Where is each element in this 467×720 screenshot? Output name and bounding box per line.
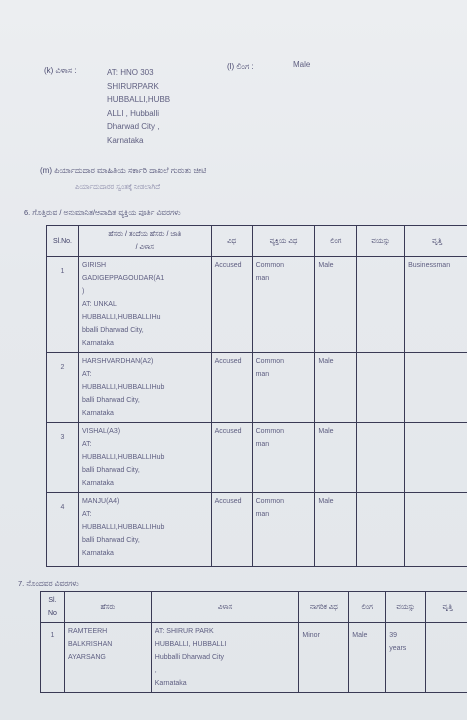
- person-type-line: Common: [255, 498, 284, 505]
- cell-age: [357, 423, 405, 493]
- cell-type: Accused: [211, 423, 252, 493]
- name-line: Karnataka: [81, 340, 114, 347]
- section6-title: 6. ಗೊತ್ತಿರುವ / ಅನುಮಾನಿತ/ಆಪಾದಿತ ವ್ಯಕ್ತಿಯ ಪೂರ್ತಿ ವಿವರಗಳು: [24, 208, 181, 217]
- person-type-line: Common: [255, 358, 284, 365]
- table-row: [47, 493, 467, 567]
- gender-value: Male: [293, 60, 311, 69]
- person-type-line: Common: [255, 428, 284, 435]
- cell-person-type: [252, 257, 315, 353]
- cell-type: Accused: [211, 353, 252, 423]
- address-line: SHIRURPARK: [107, 81, 159, 91]
- col-header-address: ವಿಳಾಸ: [151, 592, 299, 623]
- cell-age: [386, 623, 426, 693]
- block-m-sub: ಪಿರ್ಯಾದುದಾರರ ಸ್ವಂತಕ್ಕೆ ನೀಡಲಾಗಿದೆ: [75, 184, 160, 191]
- name-line: GADIGEPPAGOUDAR(A1: [81, 275, 165, 282]
- person-type-line: man: [255, 275, 270, 282]
- name-line: GIRISH: [81, 262, 107, 269]
- name-line: balli Dharwad City,: [81, 537, 140, 544]
- name-line: HUBBALLI,HUBBALLIHub: [81, 454, 165, 461]
- address-line: Dharwad City ,: [107, 122, 160, 131]
- address-line: Karnataka: [107, 135, 144, 145]
- col-header-occupation: ವೃತ್ತಿ: [405, 226, 467, 257]
- cell-type: Accused: [211, 493, 252, 567]
- col-header-name: [78, 226, 211, 257]
- name-line: HARSHVARDHAN(A2): [81, 358, 154, 365]
- name-line: Karnataka: [81, 550, 114, 557]
- cell-gender: Male: [349, 623, 386, 693]
- col-header-name: ಹೆಸರು: [64, 592, 151, 623]
- table-header-row: [41, 592, 467, 623]
- person-type-line: Common: [255, 262, 284, 269]
- cell-slno: 4: [47, 493, 79, 567]
- address-line: HUBBALLI, HUBBALLI: [154, 641, 227, 648]
- cell-slno: 1: [47, 257, 79, 353]
- address-line: Karnataka: [154, 680, 187, 687]
- person-type-line: man: [255, 511, 270, 518]
- name-line: AT: UNKAL: [81, 301, 117, 308]
- address-label: (k) ವಿಳಾಸ :: [44, 66, 77, 75]
- address-line: HUBBALLI,HUBB: [107, 95, 171, 104]
- col-header-slno: Sl.No.: [47, 226, 79, 257]
- gender-label: (l) ಲಿಂಗ :: [227, 62, 254, 71]
- cell-gender: Male: [315, 353, 357, 423]
- name-line: HUBBALLI,HUBBALLIHub: [81, 384, 165, 391]
- address-line: Hubballi Dharwad City: [154, 654, 225, 661]
- name-line: balli Dharwad City,: [81, 397, 140, 404]
- table-row: [47, 257, 467, 353]
- name-line: AT:: [81, 441, 92, 448]
- age-line: years: [389, 645, 407, 652]
- name-line: ): [81, 288, 85, 295]
- col-header-slno-line: Sl.: [48, 597, 57, 604]
- name-line: HUBBALLI,HUBBALLIHu: [81, 314, 161, 321]
- cell-name: [64, 623, 151, 693]
- cell-occupation: [426, 623, 467, 693]
- cell-person-type: [252, 423, 315, 493]
- name-line: BALKRISHAN: [67, 641, 113, 648]
- col-header-occupation: ವೃತ್ತಿ: [426, 592, 467, 623]
- cell-person-type: [252, 353, 315, 423]
- col-header-slno: [41, 592, 65, 623]
- cell-slno: 3: [47, 423, 79, 493]
- cell-name-address: [78, 423, 211, 493]
- address-line: ALLI , Hubballi: [107, 108, 160, 118]
- cell-slno: 2: [47, 353, 79, 423]
- name-line: AYARSANG: [67, 654, 106, 661]
- col-header-victim-type: ನಾಗರಿಕ ವಿಧ: [299, 592, 349, 623]
- name-line: AT:: [81, 371, 92, 378]
- cell-name-address: [78, 257, 211, 353]
- cell-type: Accused: [211, 257, 252, 353]
- col-header-age: ವಯಸ್ಸು: [357, 226, 405, 257]
- section7-title: 7. ನೊಂದವರ ವಿವರಗಳು: [18, 579, 79, 588]
- address-value: [107, 66, 170, 147]
- address-line: AT: HNO 303: [107, 68, 154, 77]
- col-header-person-type: ವ್ಯಕ್ತಿಯ ವಿಧ: [252, 226, 315, 257]
- table-row: [47, 423, 467, 493]
- age-line: 39: [389, 632, 397, 639]
- name-line: Karnataka: [81, 410, 114, 417]
- col-header-name-line: ಹೆಸರು / ತಂದೆಯ ಹೆಸರು / ಜಾತಿ: [108, 231, 182, 238]
- table-header-row: [47, 226, 467, 257]
- col-header-gender: ಲಿಂಗ: [315, 226, 357, 257]
- name-line: HUBBALLI,HUBBALLIHub: [81, 524, 165, 531]
- cell-victim-type: Minor: [299, 623, 349, 693]
- cell-age: [357, 257, 405, 353]
- victim-table: [40, 591, 467, 693]
- name-line: AT:: [81, 511, 92, 518]
- address-line: ,: [154, 667, 157, 674]
- person-type-line: man: [255, 371, 270, 378]
- col-header-name-line: / ವಿಳಾಸ: [135, 244, 154, 251]
- cell-name-address: [78, 493, 211, 567]
- cell-name-address: [78, 353, 211, 423]
- address-line: AT: SHIRUR PARK: [154, 628, 214, 635]
- cell-age: [357, 493, 405, 567]
- col-header-slno-line: No: [48, 610, 57, 617]
- col-header-type: ವಿಧ: [211, 226, 252, 257]
- name-line: VISHAL(A3): [81, 428, 121, 435]
- cell-age: [357, 353, 405, 423]
- name-line: MANJU(A4): [81, 498, 120, 505]
- name-line: RAMTEERH: [67, 628, 108, 635]
- accused-table: [46, 225, 467, 567]
- cell-gender: Male: [315, 257, 357, 353]
- table-row: [47, 353, 467, 423]
- block-m-label: (m) ಪಿರ್ಯಾದುದಾರ ಮಾಹಿತಿಯ ಸರ್ಕಾರಿ ದಾಖಲೆ ಗುರುತು ಚೀಟಿ: [40, 166, 207, 175]
- cell-slno: 1: [41, 623, 65, 693]
- cell-address: [151, 623, 299, 693]
- cell-occupation: [405, 423, 467, 493]
- name-line: Karnataka: [81, 480, 114, 487]
- cell-occupation: [405, 353, 467, 423]
- person-type-line: man: [255, 441, 270, 448]
- name-line: bballi Dharwad City,: [81, 327, 144, 334]
- name-line: balli Dharwad City,: [81, 467, 140, 474]
- table-row: [41, 623, 467, 693]
- cell-occupation: Businessman: [405, 257, 467, 353]
- cell-person-type: [252, 493, 315, 567]
- cell-gender: Male: [315, 493, 357, 567]
- cell-occupation: [405, 493, 467, 567]
- col-header-gender: ಲಿಂಗ: [349, 592, 386, 623]
- cell-gender: Male: [315, 423, 357, 493]
- col-header-age: ವಯಸ್ಸು: [386, 592, 426, 623]
